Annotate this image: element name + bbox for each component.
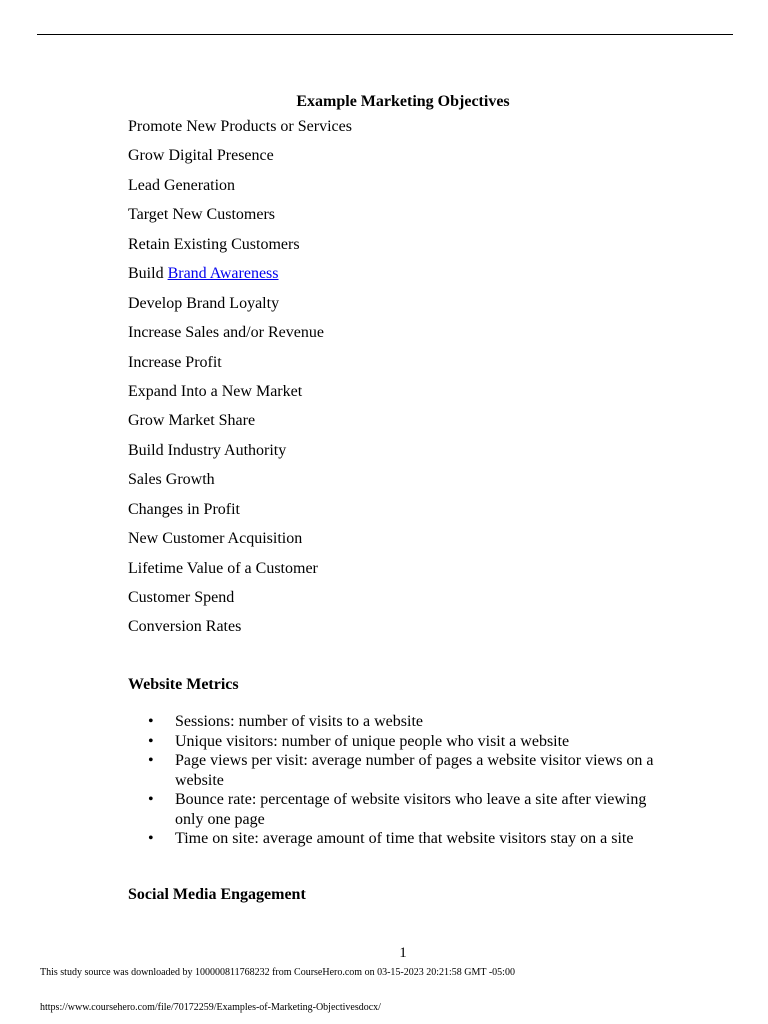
list-item: Develop Brand Loyalty [128,294,280,312]
list-item: Increase Sales and/or Revenue [128,324,324,342]
social-media-heading: Social Media Engagement [128,886,306,903]
list-item: Promote New Products or Services [128,118,352,135]
bullet-icon: • [148,713,154,730]
list-item: Conversion Rates [128,618,242,636]
list-item: Changes in Profit [128,500,240,518]
list-item: Grow Digital Presence [128,147,274,165]
brand-awareness-link[interactable]: Brand Awareness [167,265,279,283]
bullet-icon: • [148,791,154,808]
metric-text: Unique visitors: number of unique people who visit a website [175,732,570,750]
list-item: Target New Customers [128,206,275,224]
source-url: https://www.coursehero.com/file/70172259/Examples-of-Marketing-Objectivesdocx/ [40,1002,381,1013]
list-item [128,829,671,849]
source-note: This study source was downloaded by 100000811768232 from CourseHero.com on 03-15-2023 20:21:58 GMT -05:00 [40,967,515,978]
bullet-icon: • [148,732,154,750]
list-item [128,790,671,829]
objective-prefix: Build [128,265,168,283]
website-metrics-heading: Website Metrics [128,676,239,693]
objectives-list [128,118,352,648]
metric-text: Bounce rate: percentage of website visitors who leave a site after viewing only one page [175,791,647,828]
bullet-icon: • [148,752,154,769]
list-item: Grow Market Share [128,412,256,430]
bullet-icon: • [148,830,154,847]
list-item: New Customer Acquisition [128,530,303,548]
page-number: 1 [399,945,407,961]
metric-text: Sessions: number of visits to a website [175,713,423,730]
list-item [128,265,352,294]
list-item [128,751,671,790]
list-item [128,732,671,752]
metric-text: Time on site: average amount of time that website visitors stay on a site [175,830,634,847]
header-rule [37,34,733,35]
list-item: Lifetime Value of a Customer [128,559,318,577]
list-item: Retain Existing Customers [128,235,300,253]
website-metrics-list [128,712,688,849]
list-item: Customer Spend [128,589,235,606]
document-title: Example Marketing Objectives [296,93,510,110]
list-item [128,712,671,732]
list-item: Sales Growth [128,471,215,489]
list-item: Lead Generation [128,176,236,194]
list-item: Increase Profit [128,353,222,371]
list-item: Expand Into a New Market [128,382,303,400]
metric-text: Page views per visit: average number of pages a website visitor views on a website [175,752,654,789]
list-item: Build Industry Authority [128,441,287,459]
